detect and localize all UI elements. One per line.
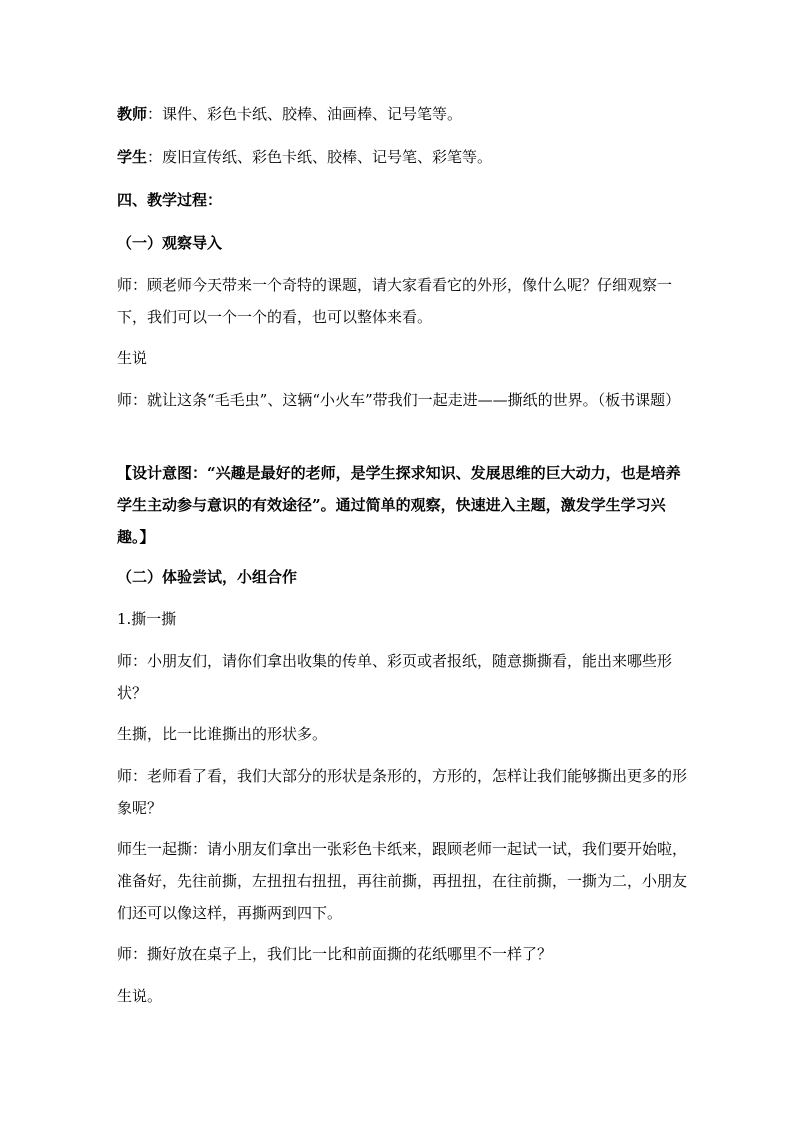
paragraph-teacher-topic: 师：就让这条“毛毛虫”、这辆“小火车”带我们一起走进——撕纸的世界。（板书课题） [117,391,681,409]
paragraph-student-tear: 生撕，比一比谁撕出的形状多。 [117,725,328,743]
materials-student-text: ：废旧宣传纸、彩色卡纸、胶棒、记号笔、彩笔等。 [147,148,493,166]
label-student: 学生 [117,148,148,166]
subsection-heading-observe: （一）观察导入 [117,234,223,252]
paragraph-together-tear: 师生一起撕：请小朋友们拿出一张彩色卡纸来，跟顾老师一起试一试，我们要开始啦，准备好，先往前撕，左扭扭右扭扭，再往前撕，再扭扭，在往前撕，一撕为二，小朋友们还可以像这样，再撕两到四下。 [117,840,688,922]
materials-student [117,141,687,173]
paragraph-student-says: 生说 [117,349,148,367]
step-tear: 1.撕一撕 [117,610,177,628]
materials-teacher-text: ：课件、彩色卡纸、胶棒、油画棒、记号笔等。 [147,105,463,123]
paragraph-teacher-compare: 师：撕好放在桌子上，我们比一比和前面撕的花纸哪里不一样了？ [117,945,553,963]
materials-teacher [117,98,687,130]
paragraph-teacher-intro: 师：顾老师今天带来一个奇特的课题，请大家看看它的外形，像什么呢？仔细观察一下，我们可以一个一个的看，也可以整体来看。 [117,276,673,326]
paragraph-teacher-tear: 师：小朋友们，请你们拿出收集的传单、彩页或者报纸，随意撕撕看，能出来哪些形状？ [117,652,673,702]
paragraph-teacher-shapes: 师：老师看了看，我们大部分的形状是条形的，方形的，怎样让我们能够撕出更多的形象呢？ [117,767,688,817]
label-teacher: 教师 [117,105,148,123]
design-intent-note: 【设计意图：“兴趣是最好的老师，是学生探求知识、发展思维的巨大动力，也是培养学生主动参与意识的有效途径”。通过简单的观察，快速进入主题，激发学生学习兴趣。】 [117,464,681,546]
paragraph-student-final: 生说。 [117,987,163,1005]
section-heading-process: 四、教学过程： [117,191,223,209]
subsection-heading-experience: （二）体验尝试，小组合作 [117,568,298,586]
